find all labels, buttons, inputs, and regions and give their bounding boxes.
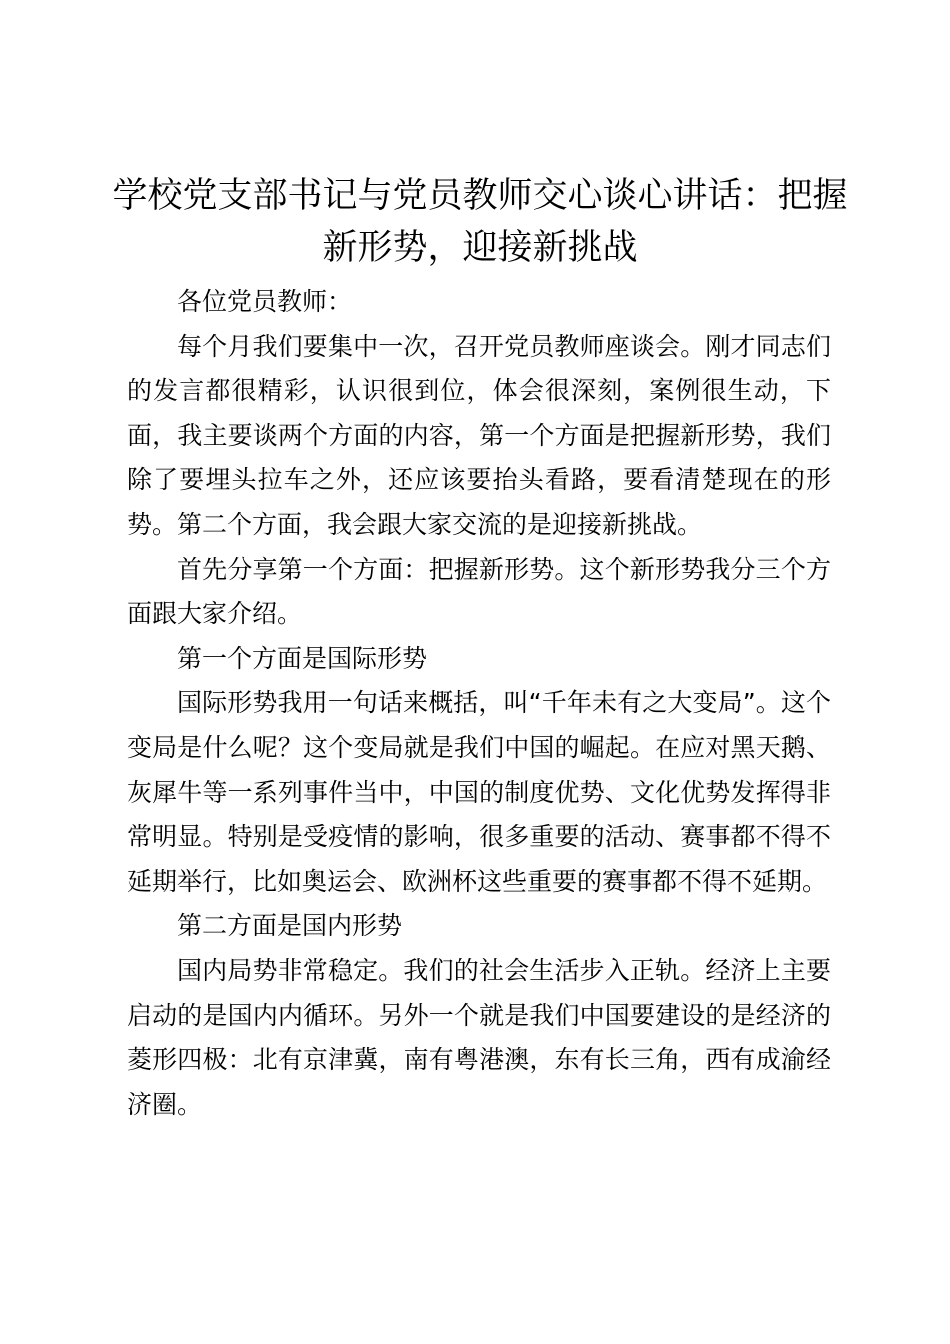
- heading-international-situation: 第一个方面是国际形势: [177, 643, 428, 673]
- paragraph-first-aspect: 首先分享第一个方面：把握新形势。这个新形势我分三个方面跟大家介绍。: [127, 554, 831, 629]
- salutation: 各位党员教师：: [177, 287, 353, 316]
- paragraph-international-situation: 国际形势我用一句话来概括，叫“千年未有之大变局”。这个变局是什么呢？这个变局就是我们中国的崛起。在应对黑天鹅、灰犀牛等一系列事件当中，中国的制度优势、文化优势发挥得非常明显。特别是受疫情的影响，很多重要的活动、赛事都不得不延期举行，比如奥运会、欧洲杯这些重要的赛事都不得不延期。: [127, 688, 831, 896]
- document-title: 学校党支部书记与党员教师交心谈心讲话：把握新形势，迎接新挑战: [112, 176, 848, 268]
- paragraph-domestic-situation: 国内局势非常稳定。我们的社会生活步入正轨。经济上主要启动的是国内内循环。另外一个就是我们中国要建设的是经济的菱形四极：北有京津冀，南有粤港澳，东有长三角，西有成渝经济圈。: [127, 955, 831, 1119]
- document-body: [127, 280, 831, 1127]
- heading-domestic-situation: 第二方面是国内形势: [177, 911, 403, 941]
- paragraph-intro: 每个月我们要集中一次，召开党员教师座谈会。刚才同志们的发言都很精彩，认识很到位，体会很深刻，案例很生动，下面，我主要谈两个方面的内容，第一个方面是把握新形势，我们除了要埋头拉车之外，还应该要抬头看路，要看清楚现在的形势。第二个方面，我会跟大家交流的是迎接新挑战。: [127, 331, 831, 539]
